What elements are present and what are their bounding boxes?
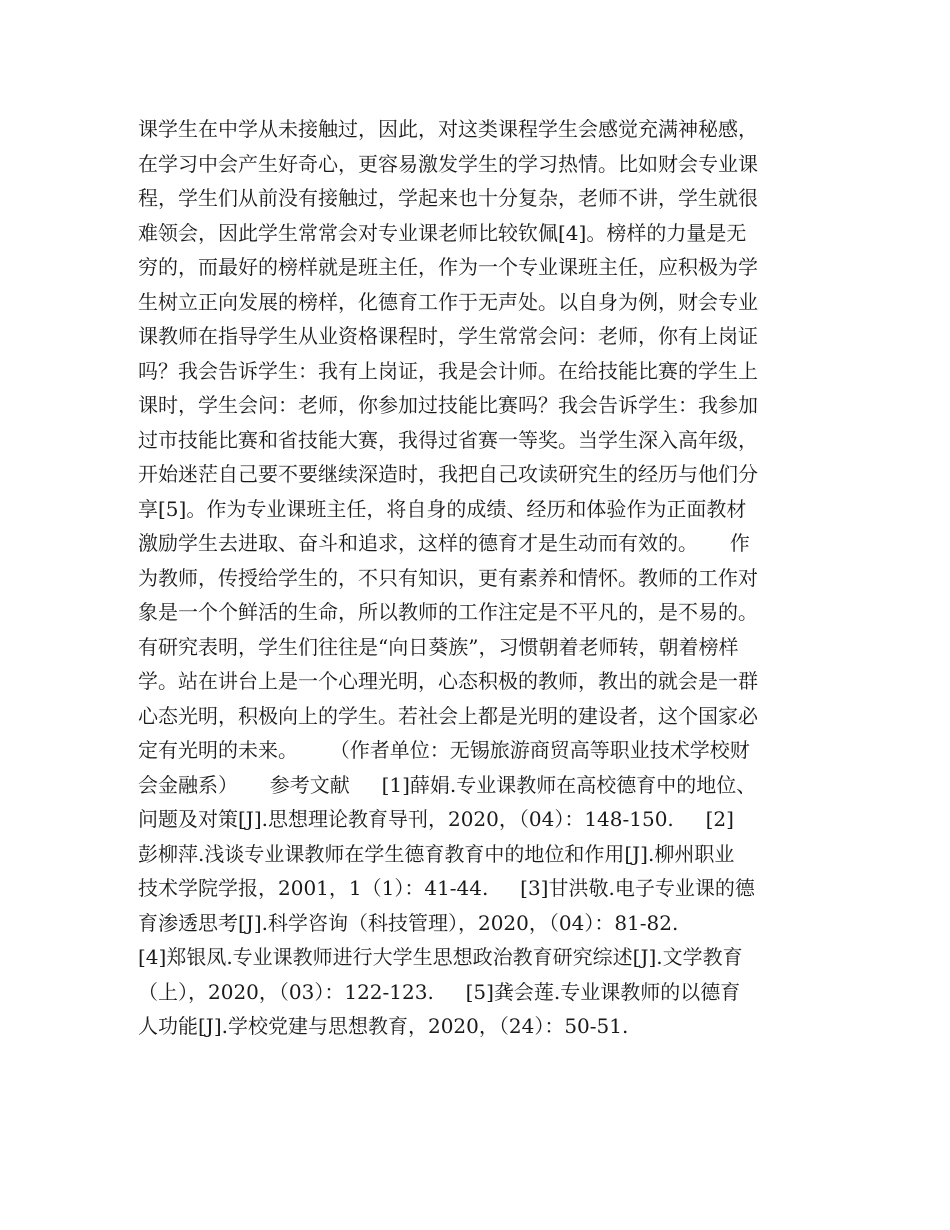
reference-line: （上），2020，（03）：122-123. [5]龚会莲.专业课教师的以德育 [138,979,741,1004]
reference-line: 会金融系） 参考文献 [1]薛娟.专业课教师在高校德育中的地位、 [138,772,757,797]
text-line: 生树立正向发展的榜样，化德育工作于无声处。以自身为例，财会专业 [138,289,758,314]
text-line: 过市技能比赛和省技能大赛，我得过省赛一等奖。当学生深入高年级， [138,427,758,452]
reference-line: 育渗透思考[J].科学咨询（科技管理），2020，（04）：81-82. [138,910,679,935]
text-line: 定有光明的未来。 （作者单位：无锡旅游商贸高等职业技术学校财 [138,738,750,762]
reference-line: 人功能[J].学校党建与思想教育，2020，（24）：50-51. [138,1014,629,1038]
text-line: 吗？我会告诉学生：我有上岗证，我是会计师。在给技能比赛的学生上 [138,358,758,383]
reference-line: 彭柳萍.浅谈专业课教师在学生德育教育中的地位和作用[J].柳州职业 [138,841,735,866]
text-line: 享[5]。作为专业课班主任，将自身的成绩、经历和体验作为正面教材 [138,496,747,521]
text-line: 心态光明，积极向上的学生。若社会上都是光明的建设者，这个国家必 [138,703,758,728]
reference-line: 问题及对策[J].思想理论教育导刊，2020，（04）：148-150. [2] [138,807,734,831]
text-line: 课教师在指导学生从业资格课程时，学生常常会问：老师，你有上岗证 [138,324,758,348]
text-line: 象是一个个鲜活的生命，所以教师的工作注定是不平凡的，是不易的。 [138,600,758,624]
text-line: 激励学生去进取、奋斗和追求，这样的德育才是生动而有效的。 作 [138,531,750,555]
text-line: 为教师，传授给学生的，不只有知识，更有素养和情怀。教师的工作对 [138,565,758,590]
text-line: 开始迷茫自己要不要继续深造时，我把自己攻读研究生的经历与他们分 [138,462,758,486]
text-line: 课学生在中学从未接触过，因此，对这类课程学生会感觉充满神秘感， [138,117,758,141]
text-line: 课时，学生会问：老师，你参加过技能比赛吗？我会告诉学生：我参加 [138,393,758,417]
text-line: 穷的，而最好的榜样就是班主任，作为一个专业课班主任，应积极为学 [138,255,758,279]
body-text [138,112,818,1044]
reference-line: [4]郑银凤.专业课教师进行大学生思想政治教育研究综述[J].文学教育 [138,945,743,969]
reference-line: 技术学院学报，2001，1（1）：41-44. [3]甘洪敬.电子专业课的德 [138,876,755,900]
text-line: 难领会，因此学生常常会对专业课老师比较钦佩[4]。榜样的力量是无 [138,220,747,245]
text-line: 在学习中会产生好奇心，更容易激发学生的学习热情。比如财会专业课 [138,151,758,176]
text-line: 程，学生们从前没有接触过，学起来也十分复杂，老师不讲，学生就很 [138,186,758,210]
text-line: 有研究表明，学生们往往是“向日葵族”，习惯朝着老师转，朝着榜样 [138,634,739,659]
text-line: 学。站在讲台上是一个心理光明，心态积极的教师，教出的就会是一群 [138,669,758,693]
